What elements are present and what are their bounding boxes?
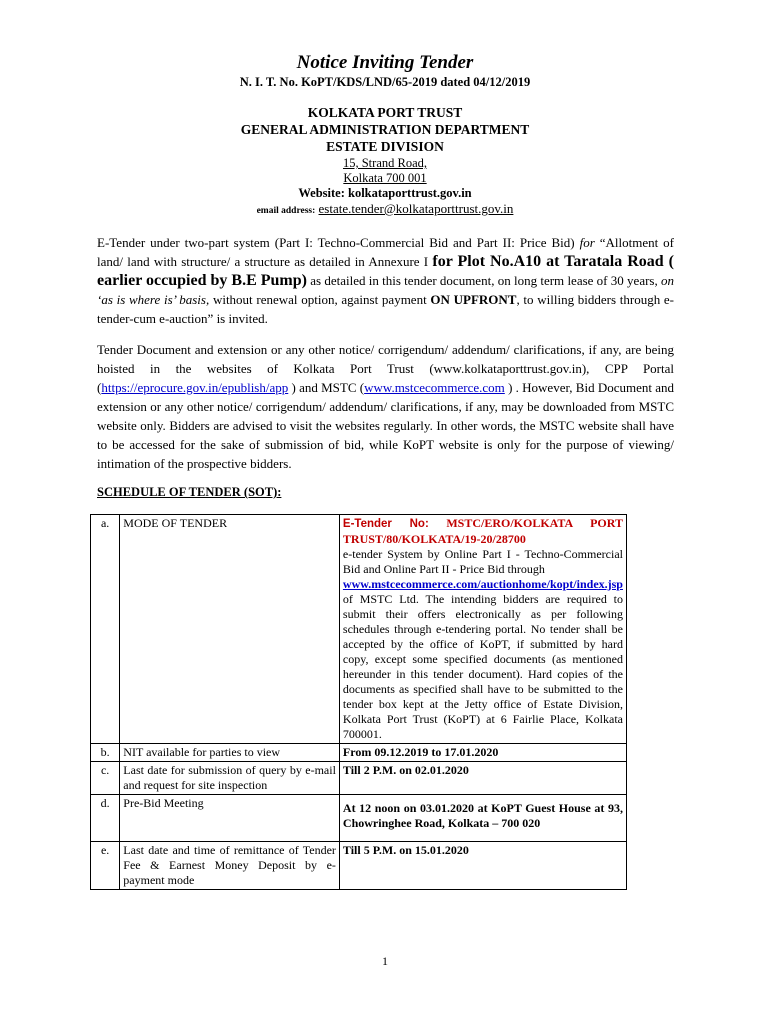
row-label: d. (91, 795, 120, 842)
email-link[interactable]: estate.tender@kolkataporttrust.gov.in (318, 201, 514, 216)
table-row (91, 515, 627, 744)
row-value: From 09.12.2019 to 17.01.2020 (339, 744, 626, 762)
row-label: c. (91, 762, 120, 795)
row-item: NIT available for parties to view (120, 744, 340, 762)
mstc-link[interactable]: www.mstcecommerce.com (364, 380, 505, 395)
row-item: Last date for submission of query by e-mail and request for site inspection (120, 762, 340, 795)
table-row (91, 795, 627, 842)
nit-number: N. I. T. No. KoPT/KDS/LND/65-2019 dated 04/12/2019 (239, 75, 531, 89)
cpp-portal-link[interactable]: https://eprocure.gov.in/epublish/app (101, 380, 289, 395)
email-line (0, 201, 770, 217)
schedule-heading: SCHEDULE OF TENDER (SOT): (97, 485, 282, 499)
division-name: ESTATE DIVISION (326, 139, 444, 154)
row-value: At 12 noon on 03.01.2020 at KoPT Guest House at 93, Chowringhee Road, Kolkata – 700 020 (339, 795, 626, 842)
table-row (91, 842, 627, 890)
row-value: E-Tender No: MSTC/ERO/KOLKATA PORT TRUST/80/KOLKATA/19-20/28700 e-tender System by Online Part I - Techno-Commercial Bid and Online Part II - Price Bid through www.mstcecommerce.com/auctionhome/kopt/index.jsp of MSTC Ltd. The intending bidders are required to submit their offers electronically as per following schedules through e-tendering portal. No tender shall be accepted by the office of KoPT, if submitted by hard copy, except some specified documents (as mentioned hereunder in this tender document). Hard copies of the documents as specified shall have to be submitted to the tender box kept at the Jetty office of Estate Division, Kolkata Port Trust (KoPT) at 6 Fairlie Place, Kolkata 700001. (339, 515, 626, 744)
row-label: e. (91, 842, 120, 890)
schedule-table (90, 514, 627, 890)
tender-prefix: E-Tender No: (342, 518, 429, 530)
address-line-2: Kolkata 700 001 (343, 171, 427, 185)
row-value: Till 2 P.M. on 02.01.2020 (339, 762, 626, 795)
mstc-auction-link[interactable]: www.mstcecommerce.com/auctionhome/kopt/index.jsp (342, 577, 623, 591)
table-row (91, 762, 627, 795)
row-value: Till 5 P.M. on 15.01.2020 (339, 842, 626, 890)
org-name: KOLKATA PORT TRUST (307, 105, 463, 120)
website-line: Website: kolkataporttrust.gov.in (298, 186, 472, 200)
row-item: Last date and time of remittance of Tender Fee & Earnest Money Deposit by e-payment mode (120, 842, 340, 890)
address-line-1: 15, Strand Road, (342, 156, 428, 170)
email-label: email address: (256, 206, 316, 216)
department-name: GENERAL ADMINISTRATION DEPARTMENT (240, 122, 530, 137)
page-number: 1 (382, 954, 388, 968)
row-item: Pre-Bid Meeting (120, 795, 340, 842)
tender-number: MSTC/ERO/KOLKATA PORT TRUST/80/KOLKATA/19-20/28700 (342, 516, 623, 546)
intro-paragraph: E-Tender under two-part system (Part I: Techno-Commercial Bid and Part II: Price Bid) for “Allotment of land/ land with structure/ a structure as detailed in Annexure I for Plot No.A10 at Taratala Road ( earlier occupied by B.E Pump) as detailed in this tender document, on long term lease of 30 years, on ‘as is where is’ basis, without renewal option, against payment ON UPFRONT, to willing bidders through e-tender-cum e-auction” is invited. (97, 235, 675, 326)
websites-paragraph: Tender Document and extension or any other notice/ corrigendum/ addendum/ clarifications, if any, are being hoisted in the websites of Kolkata Port Trust (www.kolkataporttrust.gov.in), CPP Portal (https://eprocure.gov.in/epublish/app ) and MSTC (www.mstcecommerce.com ) . However, Bid Document and extension or any other notice/ corrigendum/ addendum/ clarifications, if any, may be downloaded from MSTC website only. Bidders are advised to visit the websites regularly. In other words, the MSTC website shall have to be accessed for the sake of submission of bid, while KoPT website is only for the purpose of viewing/ intimation of the prospective bidders. (97, 342, 675, 471)
row-label: a. (91, 515, 120, 744)
document-title: Notice Inviting Tender (296, 52, 474, 73)
table-row (91, 744, 627, 762)
row-item: MODE OF TENDER (120, 515, 340, 744)
row-label: b. (91, 744, 120, 762)
